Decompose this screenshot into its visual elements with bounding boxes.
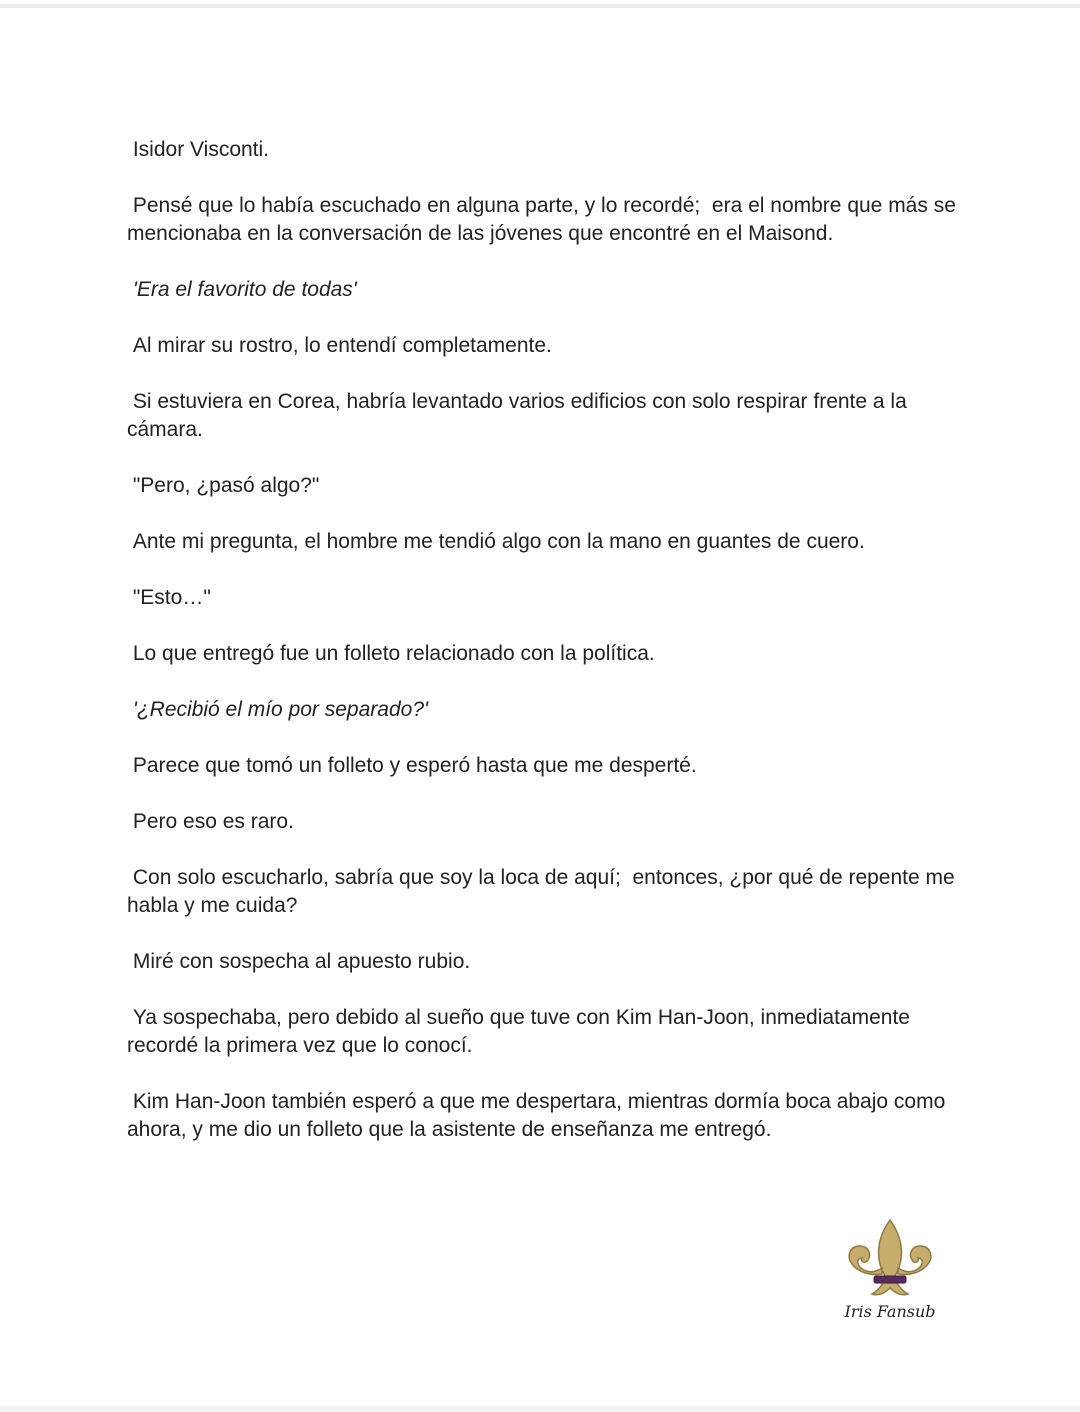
paragraph: Si estuviera en Corea, habría levantado varios edificios con solo respirar frente a la cámara.: [127, 390, 913, 441]
paragraph: Isidor Visconti.: [127, 138, 270, 161]
paragraph: Al mirar su rostro, lo entendí completamente.: [127, 334, 552, 357]
paragraph: Lo que entregó fue un folleto relacionado con la política.: [127, 642, 655, 665]
fleur-de-lis-icon: [844, 1218, 936, 1302]
paragraph: 'Era el favorito de todas': [127, 278, 357, 301]
paragraph: '¿Recibió el mío por separado?': [127, 698, 429, 721]
document-body: [127, 136, 967, 1144]
paragraph: Kim Han-Joon también esperó a que me despertara, mientras dormía boca abajo como ahora, y me dio un folleto que la asistente de enseñanza me entregó.: [127, 1090, 952, 1141]
paragraph: Parece que tomó un folleto y esperó hasta que me desperté.: [127, 754, 697, 777]
paragraph: Ya sospechaba, pero debido al sueño que tuve con Kim Han-Joon, inmediatamente recordé la primera vez que lo conocí.: [127, 1006, 916, 1057]
paragraph: "Pero, ¿pasó algo?": [127, 474, 320, 497]
paragraph: Pero eso es raro.: [127, 810, 294, 833]
paragraph: "Esto…": [127, 586, 211, 609]
paragraph: Con solo escucharlo, sabría que soy la loca de aquí; entonces, ¿por qué de repente me habla y me cuida?: [127, 866, 961, 917]
watermark-text: Iris Fansub: [844, 1302, 936, 1321]
top-divider: [0, 4, 1080, 8]
paragraph: Pensé que lo había escuchado en alguna parte, y lo recordé; era el nombre que más se mencionaba en la conversación de las jóvenes que encontré en el Maisond.: [127, 194, 962, 245]
paragraph: Ante mi pregunta, el hombre me tendió algo con la mano en guantes de cuero.: [127, 530, 865, 553]
iris-fansub-logo: [840, 1218, 940, 1330]
bottom-divider: [0, 1406, 1080, 1412]
paragraph: Miré con sospecha al apuesto rubio.: [127, 950, 471, 973]
